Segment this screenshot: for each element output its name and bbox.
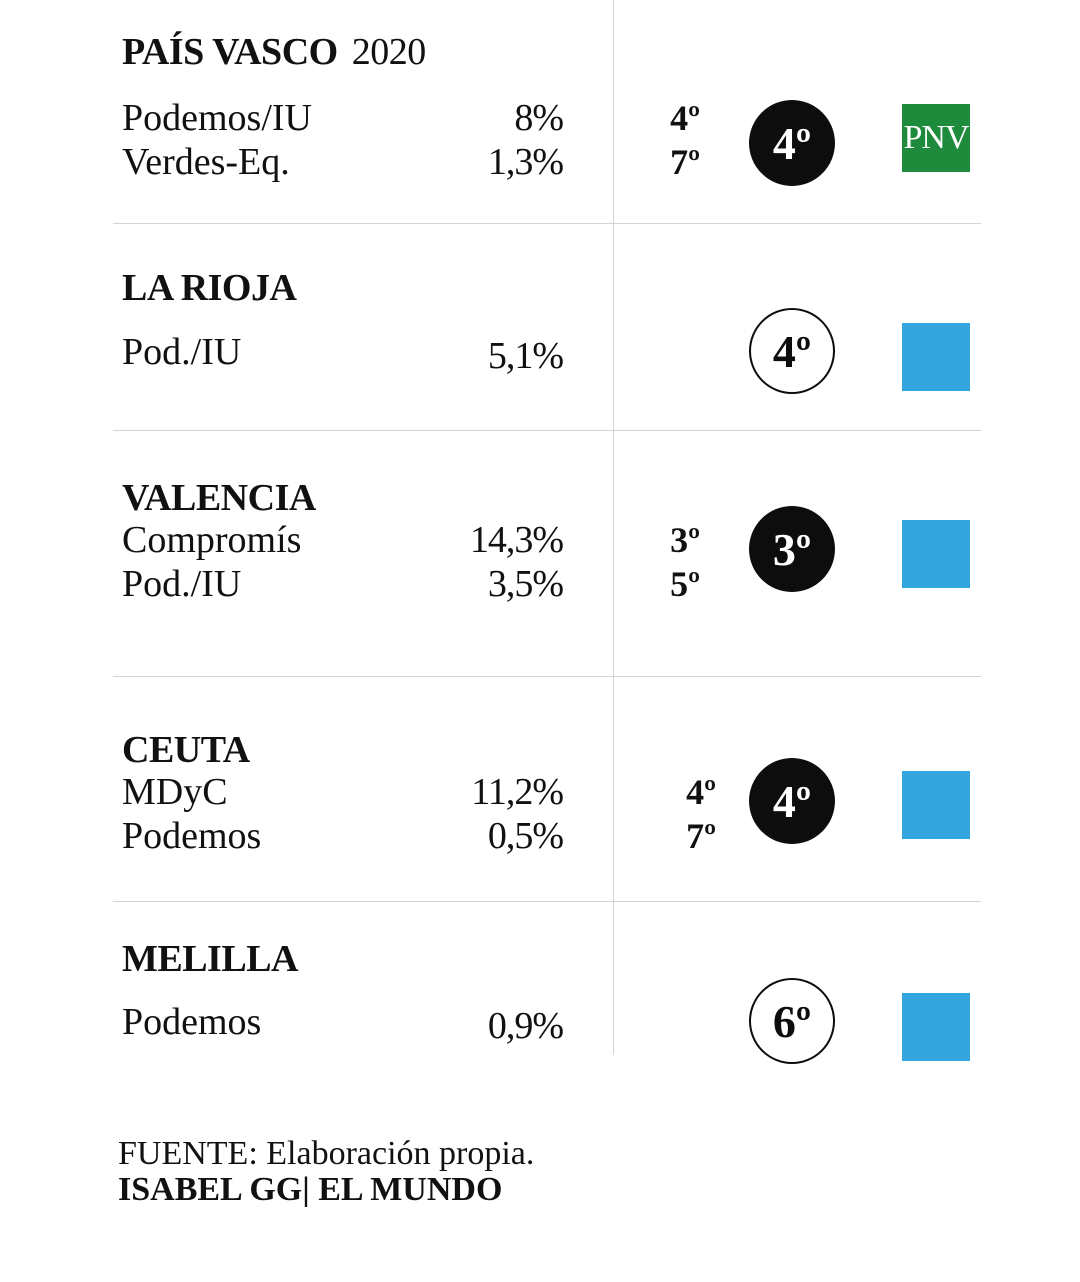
party-rank: 4º <box>670 98 700 138</box>
party-percentage: 3,5% <box>487 563 563 605</box>
party-percentage: 5,1% <box>487 335 563 377</box>
party-percentage: 1,3% <box>487 141 563 183</box>
party-percentage: 14,3% <box>469 519 563 561</box>
row-divider <box>113 223 981 224</box>
region-title: CEUTA <box>122 729 250 771</box>
party-rank: 3º <box>670 520 700 560</box>
region-title <box>122 30 426 74</box>
party-percentage: 8% <box>514 97 563 139</box>
party-percentage: 0,9% <box>487 1005 563 1047</box>
credit-line: ISABEL GG| EL MUNDO <box>118 1171 503 1208</box>
party-name: Pod./IU <box>122 331 242 373</box>
party-percentage: 11,2% <box>471 771 563 813</box>
row-divider <box>113 430 981 431</box>
row-divider <box>113 901 981 902</box>
source-label: FUENTE: <box>118 1135 258 1172</box>
region-title: VALENCIA <box>122 477 316 519</box>
best-rank-badge: 4º <box>749 100 835 186</box>
region-name: PAÍS VASCO <box>122 31 338 73</box>
party-name: Pod./IU <box>122 563 242 605</box>
party-name: MDyC <box>122 771 228 813</box>
party-name: Podemos/IU <box>122 97 312 139</box>
footer <box>118 1136 534 1208</box>
source-text: Elaboración propia. <box>266 1135 535 1172</box>
region-year: 2020 <box>351 31 426 73</box>
party-rank: 7º <box>686 816 716 856</box>
row-divider <box>113 676 981 677</box>
party-name: Verdes-Eq. <box>122 141 290 183</box>
region-title: LA RIOJA <box>122 267 297 309</box>
best-rank-badge: 3º <box>749 506 835 592</box>
best-rank-badge: 6º <box>749 978 835 1064</box>
winner-party-swatch <box>902 520 970 588</box>
party-name: Compromís <box>122 519 302 561</box>
party-rank: 7º <box>670 142 700 182</box>
party-rank: 5º <box>670 564 700 604</box>
best-rank-badge: 4º <box>749 308 835 394</box>
region-title: MELILLA <box>122 938 298 980</box>
winner-party-swatch <box>902 323 970 391</box>
winner-party-swatch <box>902 771 970 839</box>
best-rank-badge: 4º <box>749 758 835 844</box>
winner-party-swatch <box>902 993 970 1061</box>
winner-party-swatch: PNV <box>902 104 970 172</box>
party-rank: 4º <box>686 772 716 812</box>
party-name: Podemos <box>122 1001 262 1043</box>
source-line <box>118 1136 534 1172</box>
party-name: Podemos <box>122 815 262 857</box>
party-percentage: 0,5% <box>487 815 563 857</box>
